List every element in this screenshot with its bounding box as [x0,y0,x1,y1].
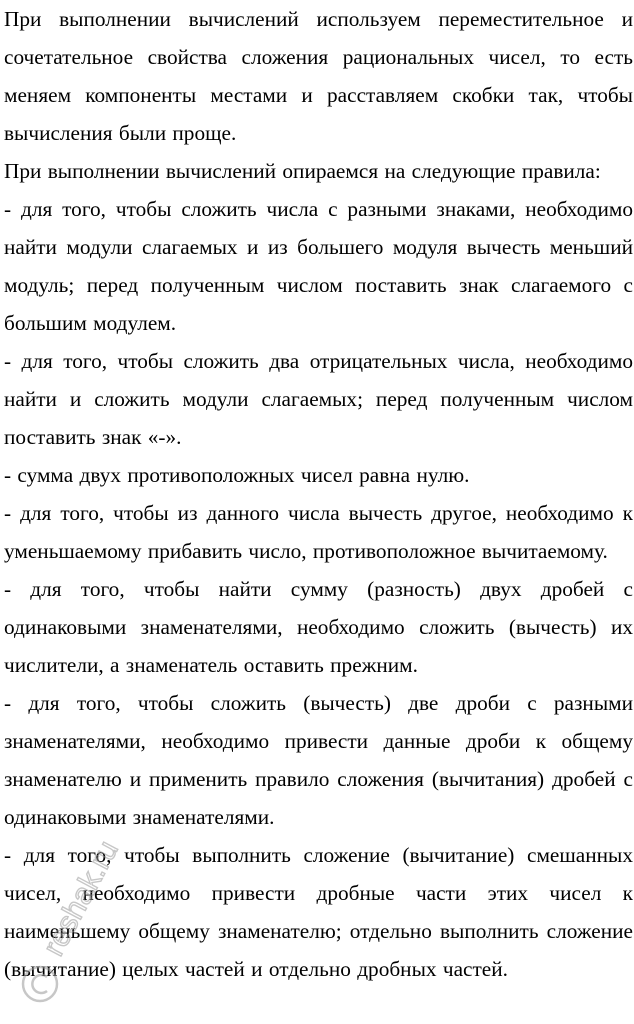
rule-different-denominators: - для того, чтобы сложить (вычесть) две дроби с разными знаменателями, необходимо привести данные дроби к общему знаменателю и применить правило сложения (вычитания) дробей с одинаковыми знаменателями. [4,691,633,829]
paragraph-intro: При выполнении вычислений используем переместительное и сочетательное свойства сложения рациональных чисел, то есть меняем компоненты местами и расставляем скобки так, чтобы вычисления были проще. [4,7,633,145]
rule-same-denominators: - для того, чтобы найти сумму (разность) двух дробей с одинаковыми знаменателями, необходимо сложить (вычесть) их числители, а знаменатель оставить прежним. [4,577,633,677]
rule-opposite-numbers: - сумма двух противоположных чисел равна нулю. [4,463,470,487]
rule-different-signs: - для того, чтобы сложить числа с разными знаками, необходимо найти модули слагаемых и из большего модуля вычесть меньший модуль; перед полученным числом поставить знак слагаемого с большим модулем. [4,197,633,335]
document-body [4,0,633,988]
rule-subtraction: - для того, чтобы из данного числа вычесть другое, необходимо к уменьшаемому прибавить число, противоположное вычитаемому. [4,501,633,563]
rule-two-negatives: - для того, чтобы сложить два отрицательных числа, необходимо найти и сложить модули слагаемых; перед полученным числом поставить знак «-». [4,349,633,449]
paragraph-rules-heading: При выполнении вычислений опираемся на следующие правила: [4,159,601,183]
rule-mixed-numbers: - для того, чтобы выполнить сложение (вычитание) смешанных чисел, необходимо привести дробные части этих чисел к наименьшему общему знаменателю; отдельно выполнить сложение (вычитание) целых частей и отдельно дробных частей. [4,843,633,981]
watermark-text: reshak.ru [37,835,125,962]
